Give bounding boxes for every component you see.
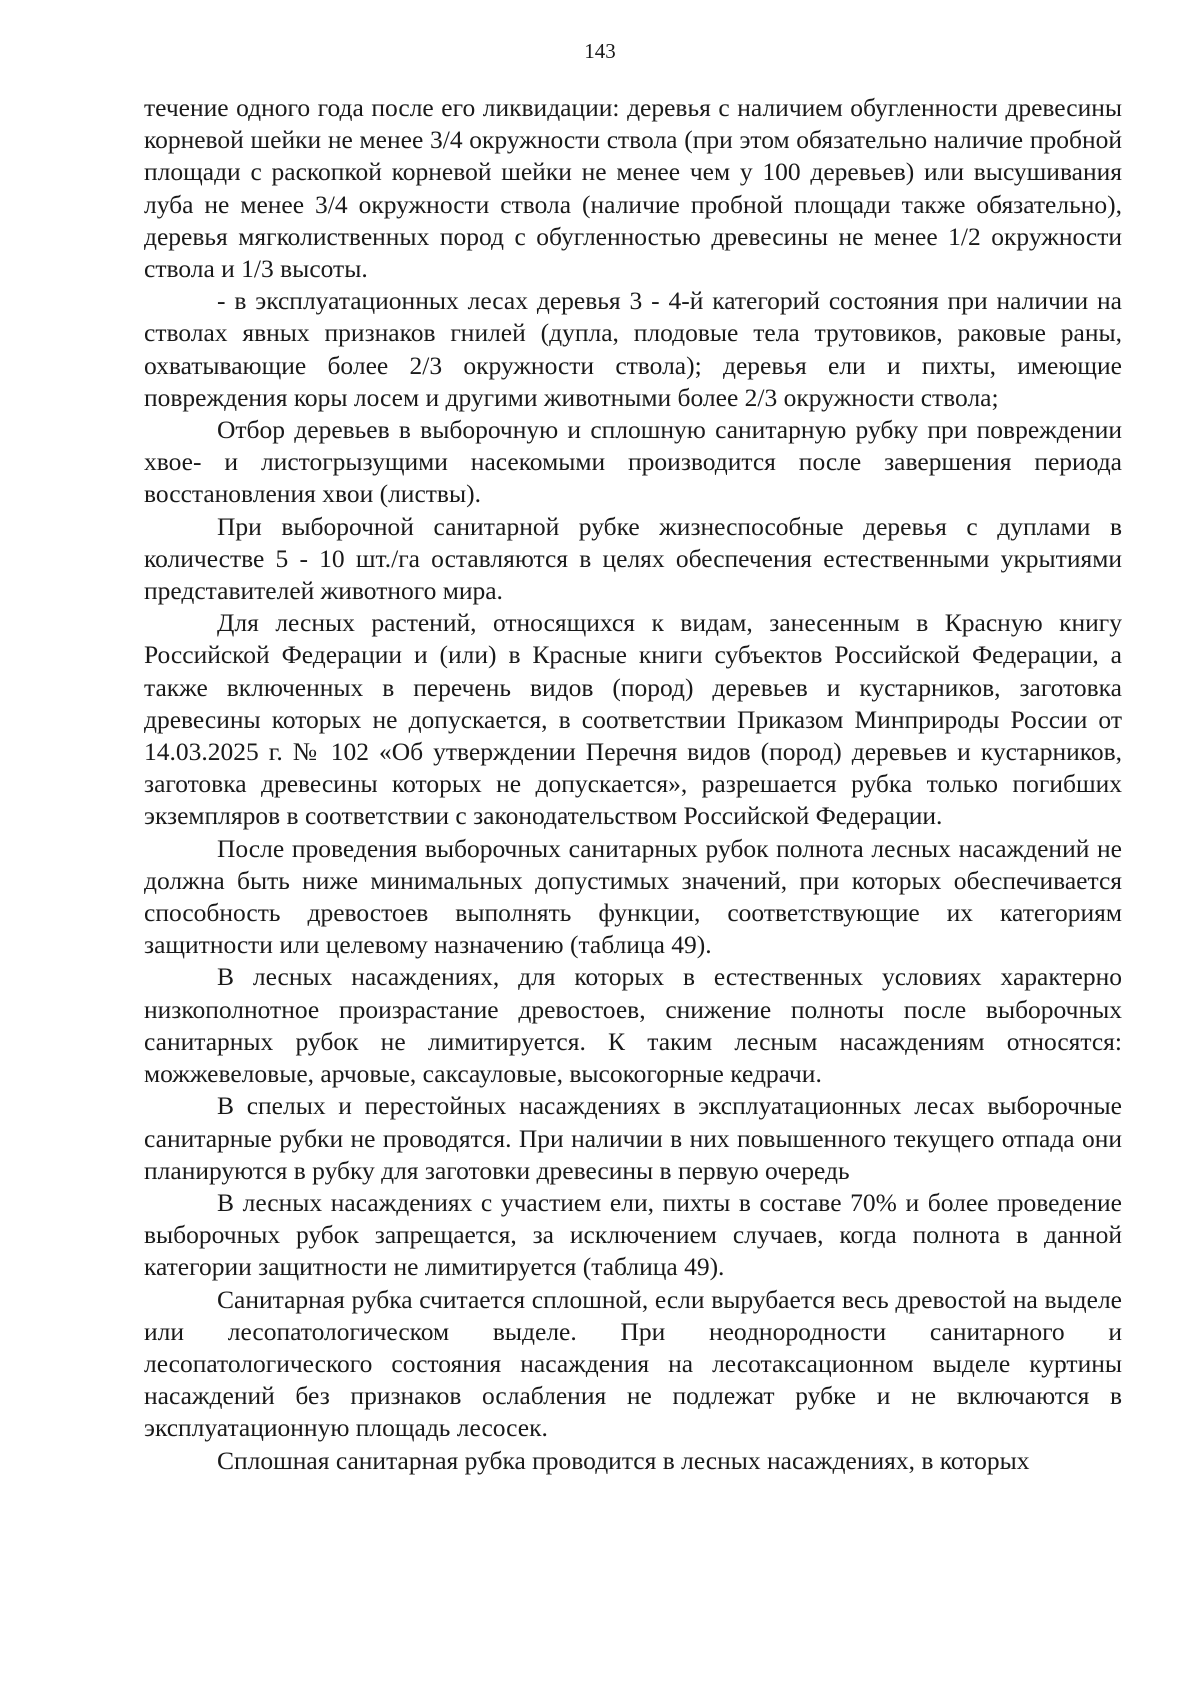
paragraph: Для лесных растений, относящихся к видам, занесенным в Красную книгу Российской Федерации и (или) в Красные книги субъектов Российской Федерации, а также включенных в перечень видов (пород) деревьев и кустарников, заготовка древесины которых не допускается, в соответствии Приказом Минприроды России от 14.03.2025 г. № 102 «Об утверждении Перечня видов (пород) деревьев и кустарников, заготовка древесины которых не допускается», разрешается рубка только погибших экземпляров в соответствии с законодательством Российской Федерации. (144, 608, 1122, 831)
paragraph: Санитарная рубка считается сплошной, если вырубается весь древостой на выделе или лесопатологическом выделе. При неоднородности санитарного и лесопатологического состояния насаждения на лесотаксационном выделе куртины насаждений без признаков ослабления не подлежат рубке и не включаются в эксплуатационную площадь лесосек. (144, 1284, 1122, 1443)
paragraph: Отбор деревьев в выборочную и сплошную санитарную рубку при повреждении хвое- и листогрызущими насекомыми производится после завершения периода восстановления хвои (листвы). (144, 415, 1122, 509)
paragraph: При выборочной санитарной рубке жизнеспособные деревья с дуплами в количестве 5 - 10 шт./га оставляются в целях обеспечения естественными укрытиями представителей животного мира. (144, 511, 1122, 606)
paragraph: В лесных насаждениях с участием ели, пихты в составе 70% и более проведение выборочных рубок запрещается, за исключением случаев, когда полнота в данной категории защитности не лимитируется (таблица 49). (144, 1187, 1122, 1282)
paragraph: В лесных насаждениях, для которых в естественных условиях характерно низкополнотное произрастание древостоев, снижение полноты после выборочных санитарных рубок не лимитируется. К таким лесным насаждениям относятся: можжевеловые, арчовые, саксауловые, высокогорные кедрачи. (144, 962, 1122, 1089)
page-number: 143 (584, 39, 616, 63)
paragraph: течение одного года после его ликвидации: деревья с наличием обугленности древесины корневой шейки не менее 3/4 окружности ствола (при этом обязательно наличие пробной площади с раскопкой корневой шейки не менее чем у 100 деревьев) или высушивания луба не менее 3/4 окружности ствола (наличие пробной площади также обязательно), деревья мягколиственных пород с обугленностью древесины не менее 1/2 окружности ствола и 1/3 высоты. (144, 93, 1122, 284)
document-body (144, 92, 1122, 1477)
paragraph: Сплошная санитарная рубка проводится в лесных насаждениях, в которых (217, 1445, 1030, 1475)
paragraph: После проведения выборочных санитарных рубок полнота лесных насаждений не должна быть ниже минимальных допустимых значений, при которых обеспечивается способность древостоев выполнять функции, соответствующие их категориям защитности или целевому назначению (таблица 49). (144, 833, 1122, 960)
paragraph: В спелых и перестойных насаждениях в эксплуатационных лесах выборочные санитарные рубки не проводятся. При наличии в них повышенного текущего отпада они планируются в рубку для заготовки древесины в первую очередь (144, 1091, 1122, 1185)
paragraph: - в эксплуатационных лесах деревья 3 - 4-й категорий состояния при наличии на стволах явных признаков гнилей (дупла, плодовые тела трутовиков, раковые раны, охватывающие более 2/3 окружности ствола); деревья ели и пихты, имеющие повреждения коры лосем и другими животными более 2/3 окружности ствола; (144, 286, 1122, 412)
